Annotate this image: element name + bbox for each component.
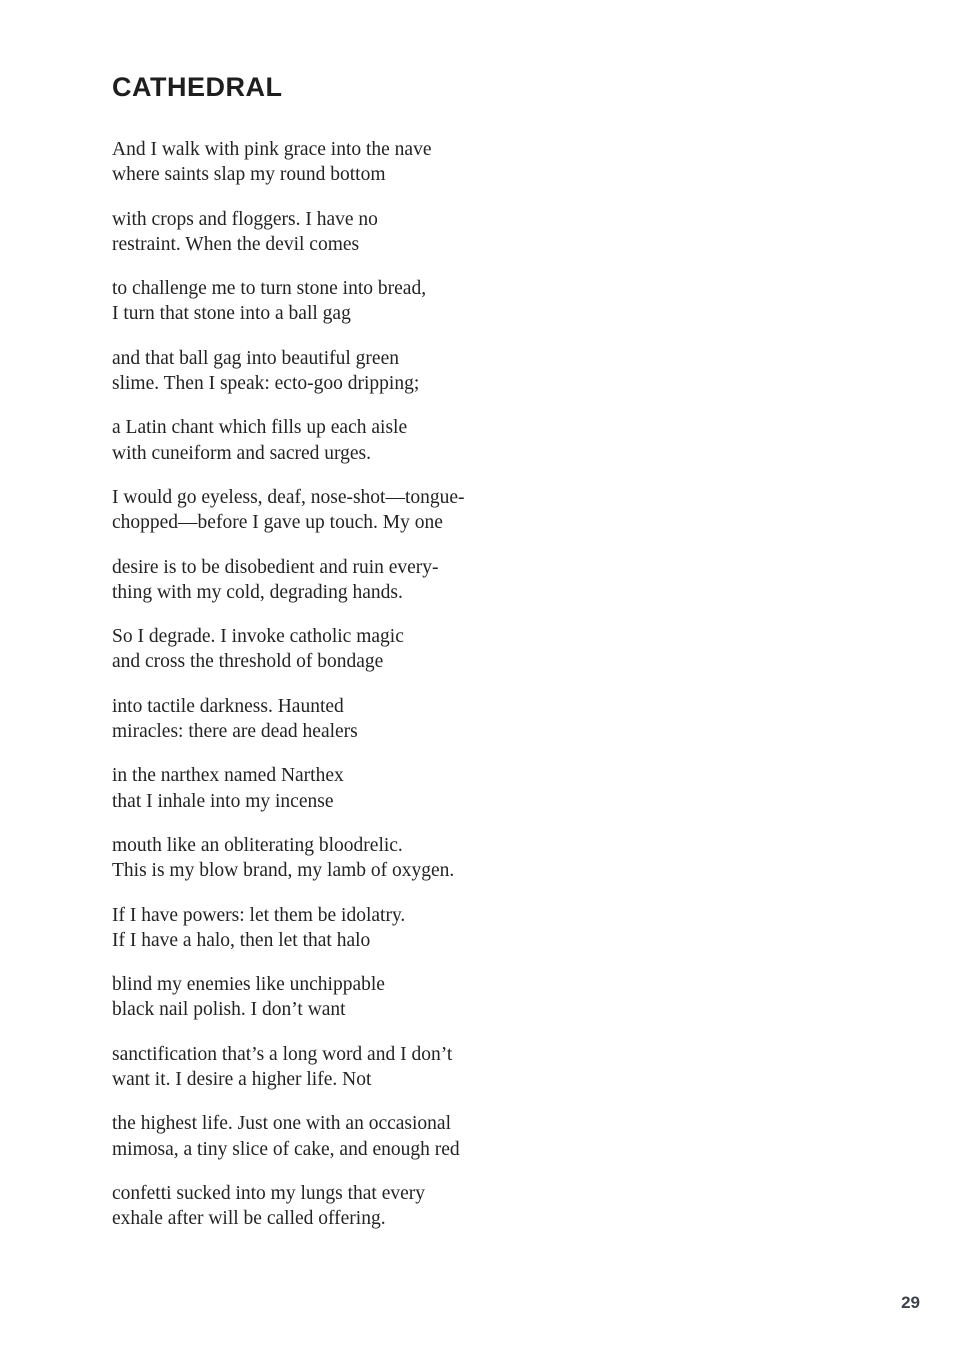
poem-line: into tactile darkness. Haunted <box>112 695 344 717</box>
poem-line: chopped—before I gave up touch. My one <box>112 512 443 534</box>
poem-line: and cross the threshold of bondage <box>112 651 384 673</box>
poem-line: to challenge me to turn stone into bread, <box>112 278 427 300</box>
poem-line: confetti sucked into my lungs that every <box>112 1182 426 1204</box>
poem-line: This is my blow brand, my lamb of oxygen. <box>112 860 455 882</box>
poem-line: exhale after will be called offering. <box>112 1208 386 1230</box>
poem-stanza <box>112 1181 672 1232</box>
poem-stanza <box>112 903 672 954</box>
poem-stanza <box>112 555 672 606</box>
poem-line: desire is to be disobedient and ruin every- <box>112 556 439 578</box>
poem-title: CATHEDRAL <box>112 72 283 102</box>
poem-line: the highest life. Just one with an occasional <box>112 1113 452 1135</box>
poem-line: with cuneiform and sacred urges. <box>112 442 372 464</box>
poem-line: restraint. When the devil comes <box>112 233 360 255</box>
poem-line: miracles: there are dead healers <box>112 721 358 743</box>
poem-stanza <box>112 972 672 1023</box>
poem-line: in the narthex named Narthex <box>112 765 344 787</box>
poem-line: a Latin chant which fills up each aisle <box>112 417 408 439</box>
poem-stanza <box>112 763 672 814</box>
poem-body <box>112 137 672 1232</box>
poem-line: that I inhale into my incense <box>112 790 334 812</box>
poem-stanza <box>112 485 672 536</box>
poem-line: mouth like an obliterating bloodrelic. <box>112 834 403 856</box>
poem-line: And I walk with pink grace into the nave <box>112 139 432 160</box>
poem-stanza <box>112 415 672 466</box>
poem-stanza <box>112 1042 672 1093</box>
poem-line: If I have a halo, then let that halo <box>112 929 371 951</box>
poem-line: So I degrade. I invoke catholic magic <box>112 626 404 648</box>
poem-line: If I have powers: let them be idolatry. <box>112 904 406 926</box>
poem-line: want it. I desire a higher life. Not <box>112 1069 372 1091</box>
poem-line: sanctification that’s a long word and I don’t <box>112 1043 453 1065</box>
poem-stanza <box>112 833 672 884</box>
poem-line: slime. Then I speak: ecto-goo dripping; <box>112 373 420 395</box>
poem-line: mimosa, a tiny slice of cake, and enough red <box>112 1138 460 1160</box>
poem-line: blind my enemies like unchippable <box>112 974 385 996</box>
poem-line: I turn that stone into a ball gag <box>112 303 351 325</box>
poem-stanza <box>112 276 672 327</box>
poem-line: thing with my cold, degrading hands. <box>112 581 403 603</box>
poem-stanza <box>112 137 672 188</box>
poem-content <box>112 72 672 1251</box>
poem-stanza <box>112 694 672 745</box>
poem-stanza <box>112 346 672 397</box>
poem-line: with crops and floggers. I have no <box>112 208 378 230</box>
poem-line: black nail polish. I don’t want <box>112 999 346 1021</box>
page-number: 29 <box>901 1293 920 1312</box>
poem-line: and that ball gag into beautiful green <box>112 347 399 369</box>
poem-stanza <box>112 1111 672 1162</box>
poem-line: I would go eyeless, deaf, nose-shot—tongue- <box>112 486 465 508</box>
poem-stanza <box>112 207 672 258</box>
poem-stanza <box>112 624 672 675</box>
poem-line: where saints slap my round bottom <box>112 164 386 186</box>
